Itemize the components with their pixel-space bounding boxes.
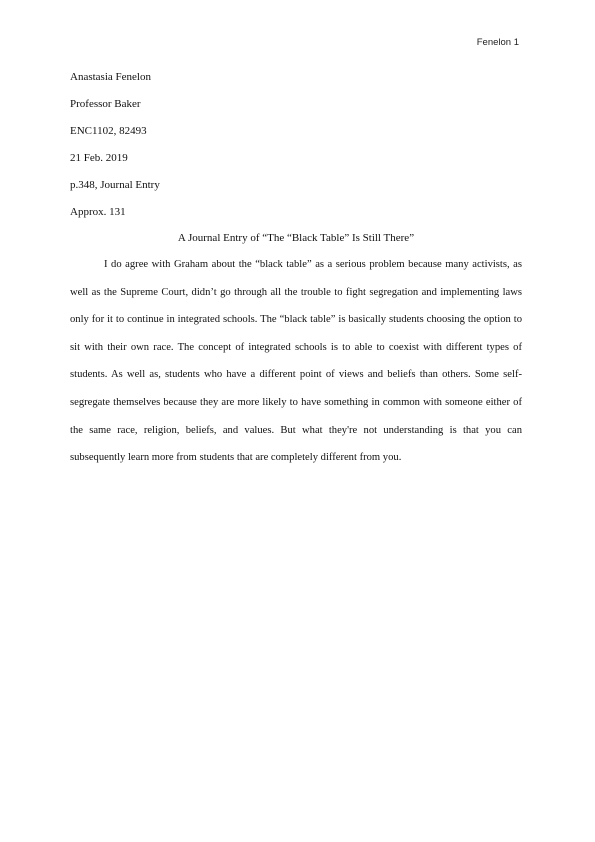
professor-name: Professor Baker <box>70 98 141 110</box>
document-title: A Journal Entry of “The “Black Table” Is Still There” <box>177 232 415 244</box>
document-content <box>70 71 522 472</box>
assignment-info: p.348, Journal Entry <box>70 179 160 191</box>
document-date: 21 Feb. 2019 <box>70 152 128 164</box>
page-header-label: Fenelon 1 <box>476 37 519 48</box>
body-paragraph: I do agree with Graham about the “black table” as a serious problem because many activists, as well as the Supreme Court, didn’t go through all the trouble to fight segregation and implementing laws only for it to continue in integrated schools. The “black table” is basically students choosing the option to sit with their own race. The concept of integrated schools is to able to coexist with different types of students. As well as, students who have a different point of views and beliefs than others. Some self-segregate themselves because they are more likely to have something in common with someone either of the same race, religion, beliefs, and values. But what they're not understanding is that you can subsequently learn more from students that are completely different from you. <box>70 259 522 464</box>
course-info: ENC1102, 82493 <box>70 125 147 137</box>
word-count: Approx. 131 <box>70 206 126 218</box>
author-name: Anastasia Fenelon <box>70 71 151 83</box>
